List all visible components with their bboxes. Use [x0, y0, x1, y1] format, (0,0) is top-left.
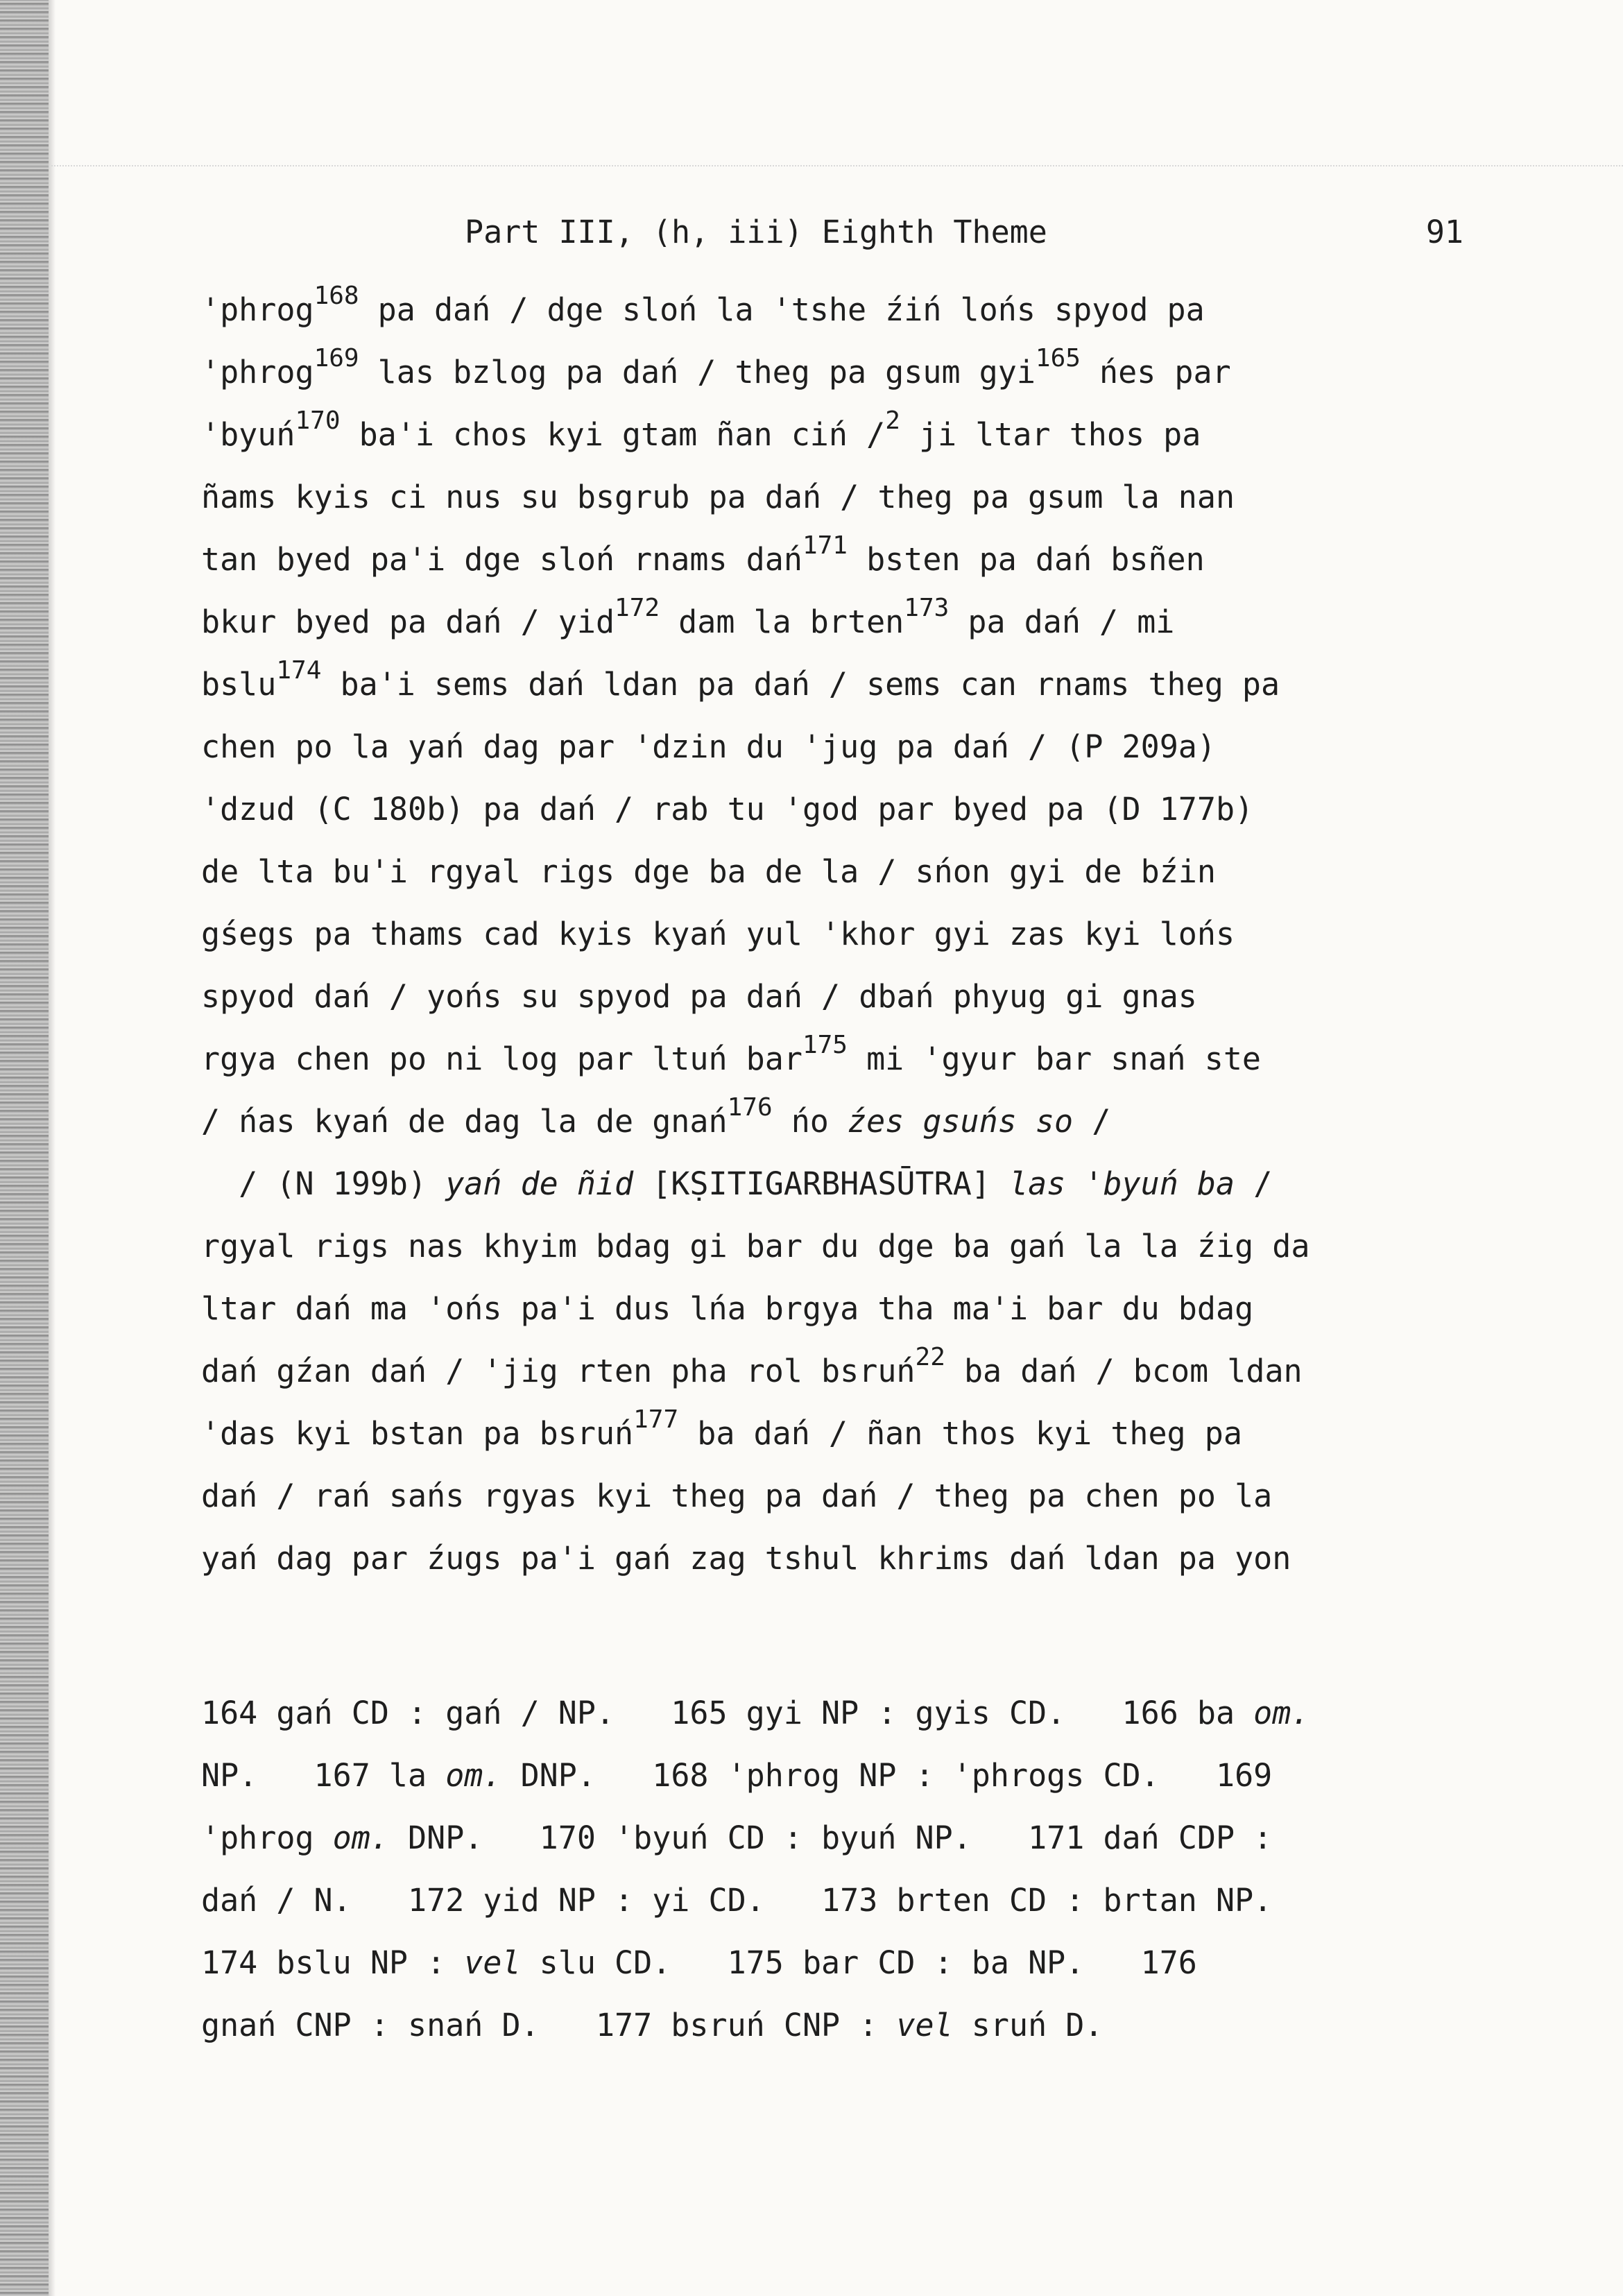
text-line — [201, 529, 1484, 591]
footnote-ref: 171 — [802, 531, 848, 560]
text-run: 'phrog — [201, 354, 314, 391]
footnote-ref: 175 — [802, 1031, 848, 1059]
text-line — [201, 653, 1484, 716]
italic-text: yań de ñid — [445, 1165, 634, 1202]
italic-text: om. — [1253, 1695, 1310, 1731]
footnote-ref: 165 — [1035, 344, 1081, 372]
text-line — [201, 1090, 1484, 1153]
text-line — [201, 279, 1484, 341]
text-run: sruń D. — [952, 2007, 1104, 2044]
text-run: spyod dań / yońs su spyod pa dań / dbań phyug gi gnas — [201, 978, 1197, 1015]
text-run: rgya chen po ni log par ltuń bar — [201, 1040, 802, 1077]
text-run: ji ltar thos pa — [900, 416, 1201, 453]
text-run: ñams kyis ci nus su bsgrub pa dań / theg pa gsum la nan — [201, 479, 1235, 515]
text-run: chen po la yań dag par 'dzin du 'jug pa dań / (P 209a) — [201, 728, 1216, 765]
main-text — [201, 279, 1484, 1590]
text-run: 'das kyi bstan pa bsruń — [201, 1415, 634, 1452]
footnote-line — [201, 1745, 1484, 1807]
text-run: slu CD. 175 bar CD : ba NP. 176 — [520, 1944, 1197, 1981]
text-run: ba dań / bcom ldan — [945, 1353, 1303, 1389]
text-run: ńo — [772, 1103, 848, 1140]
text-run: 'phrog — [201, 291, 314, 328]
text-run: / — [1073, 1103, 1111, 1140]
text-run: 'byuń — [201, 416, 295, 453]
text-run: / (N 199b) — [201, 1165, 446, 1202]
text-line — [201, 404, 1484, 466]
text-run: pa dań / dge sloń la 'tshe źiń lońs spyod pa — [359, 291, 1205, 328]
text-run: ba'i sems dań ldan pa dań / sems can rnams theg pa — [321, 666, 1280, 703]
running-title: Part III, (h, iii) Eighth Theme — [465, 214, 1047, 250]
text-line — [201, 341, 1484, 404]
footnote-ref: 170 — [295, 406, 341, 435]
text-line — [201, 778, 1484, 841]
footnote-line — [201, 1869, 1484, 1932]
text-line — [201, 841, 1484, 903]
text-line — [201, 1527, 1484, 1590]
text-run: 174 bslu NP : — [201, 1944, 465, 1981]
italic-text: vel — [896, 2007, 953, 2044]
text-line — [201, 466, 1484, 529]
footnote-ref: 176 — [727, 1093, 773, 1122]
footnote-ref: 169 — [314, 344, 359, 372]
text-run: bsten pa dań bsñen — [847, 541, 1205, 578]
text-run: ba dań / ñan thos kyi theg pa — [678, 1415, 1242, 1452]
text-line — [201, 1465, 1484, 1527]
header-rule — [49, 165, 1623, 166]
text-line — [201, 1403, 1484, 1465]
text-run: dam la brten — [660, 603, 904, 640]
footnote-line — [201, 1807, 1484, 1869]
text-run: dań gźan dań / 'jig rten pha rol bsruń — [201, 1353, 916, 1389]
text-run: ńes par — [1080, 354, 1231, 391]
text-line — [201, 1278, 1484, 1340]
text-run: ltar dań ma 'ońs pa'i dus lńa brgya tha ma'i bar du bdag — [201, 1290, 1254, 1327]
text-run: dań / rań sańs rgyas kyi theg pa dań / theg pa chen po la — [201, 1477, 1273, 1514]
text-line — [201, 716, 1484, 778]
footnotes — [201, 1682, 1484, 2057]
text-run: DNP. 170 'byuń CD : byuń NP. 171 dań CDP : — [388, 1819, 1273, 1856]
running-head — [201, 208, 1463, 257]
footnote-ref: 177 — [633, 1405, 679, 1434]
italic-text: om. — [332, 1819, 389, 1856]
text-run: yań dag par źugs pa'i gań zag tshul khrims dań ldan pa yon — [201, 1540, 1291, 1577]
footnote-line — [201, 1932, 1484, 1994]
text-run: las bzlog pa dań / theg pa gsum gyi — [359, 354, 1036, 391]
text-run: 'dzud (C 180b) pa dań / rab tu 'god par byed pa (D 177b) — [201, 791, 1254, 828]
text-run: ba'i chos kyi gtam ñan ciń / — [340, 416, 886, 453]
footnote-ref: 2 — [885, 406, 900, 435]
italic-text: źes gsuńs so — [848, 1103, 1074, 1140]
text-run: / ńas kyań de dag la de gnań — [201, 1103, 728, 1140]
text-run: pa dań / mi — [949, 603, 1175, 640]
footnote-line — [201, 1682, 1484, 1745]
text-run: de lta bu'i rgyal rigs dge ba de la / sńon gyi de bźin — [201, 853, 1216, 890]
text-line — [201, 591, 1484, 653]
italic-text: om. — [445, 1757, 502, 1794]
text-run: gśegs pa thams cad kyis kyań yul 'khor gyi zas kyi lońs — [201, 916, 1235, 952]
binding-edge — [0, 0, 49, 2296]
italic-text: vel — [464, 1944, 521, 1981]
text-line — [201, 1153, 1484, 1215]
text-line — [201, 1028, 1484, 1090]
text-line — [201, 1215, 1484, 1278]
footnote-line — [201, 1994, 1484, 2057]
italic-text: las 'byuń ba — [1009, 1165, 1235, 1202]
footnote-ref: 22 — [915, 1343, 945, 1371]
text-line — [201, 966, 1484, 1028]
text-run: 'phrog — [201, 1819, 333, 1856]
footnote-ref: 173 — [904, 594, 950, 622]
text-line — [201, 903, 1484, 966]
page-number: 91 — [1425, 214, 1463, 250]
text-run: 164 gań CD : gań / NP. 165 gyi NP : gyis CD. 166 ba — [201, 1695, 1254, 1731]
footnote-ref: 174 — [276, 656, 322, 685]
text-run: [KṢITIGARBHASŪTRA] — [633, 1165, 1009, 1202]
text-run: rgyal rigs nas khyim bdag gi bar du dge ba gań la la źig da — [201, 1228, 1310, 1265]
text-run: mi 'gyur bar snań ste — [847, 1040, 1262, 1077]
text-run: dań / N. 172 yid NP : yi CD. 173 brten CD : brtan NP. — [201, 1882, 1273, 1919]
text-run: DNP. 168 'phrog NP : 'phrogs CD. 169 — [501, 1757, 1273, 1794]
text-run: bkur byed pa dań / yid — [201, 603, 615, 640]
text-line — [201, 1340, 1484, 1403]
footnote-ref: 172 — [615, 594, 660, 622]
text-run: gnań CNP : snań D. 177 bsruń CNP : — [201, 2007, 897, 2044]
footnote-ref: 168 — [314, 282, 359, 310]
text-run: NP. 167 la — [201, 1757, 446, 1794]
text-run: bslu — [201, 666, 277, 703]
text-run: / — [1235, 1165, 1273, 1202]
text-run: tan byed pa'i dge sloń rnams dań — [201, 541, 802, 578]
